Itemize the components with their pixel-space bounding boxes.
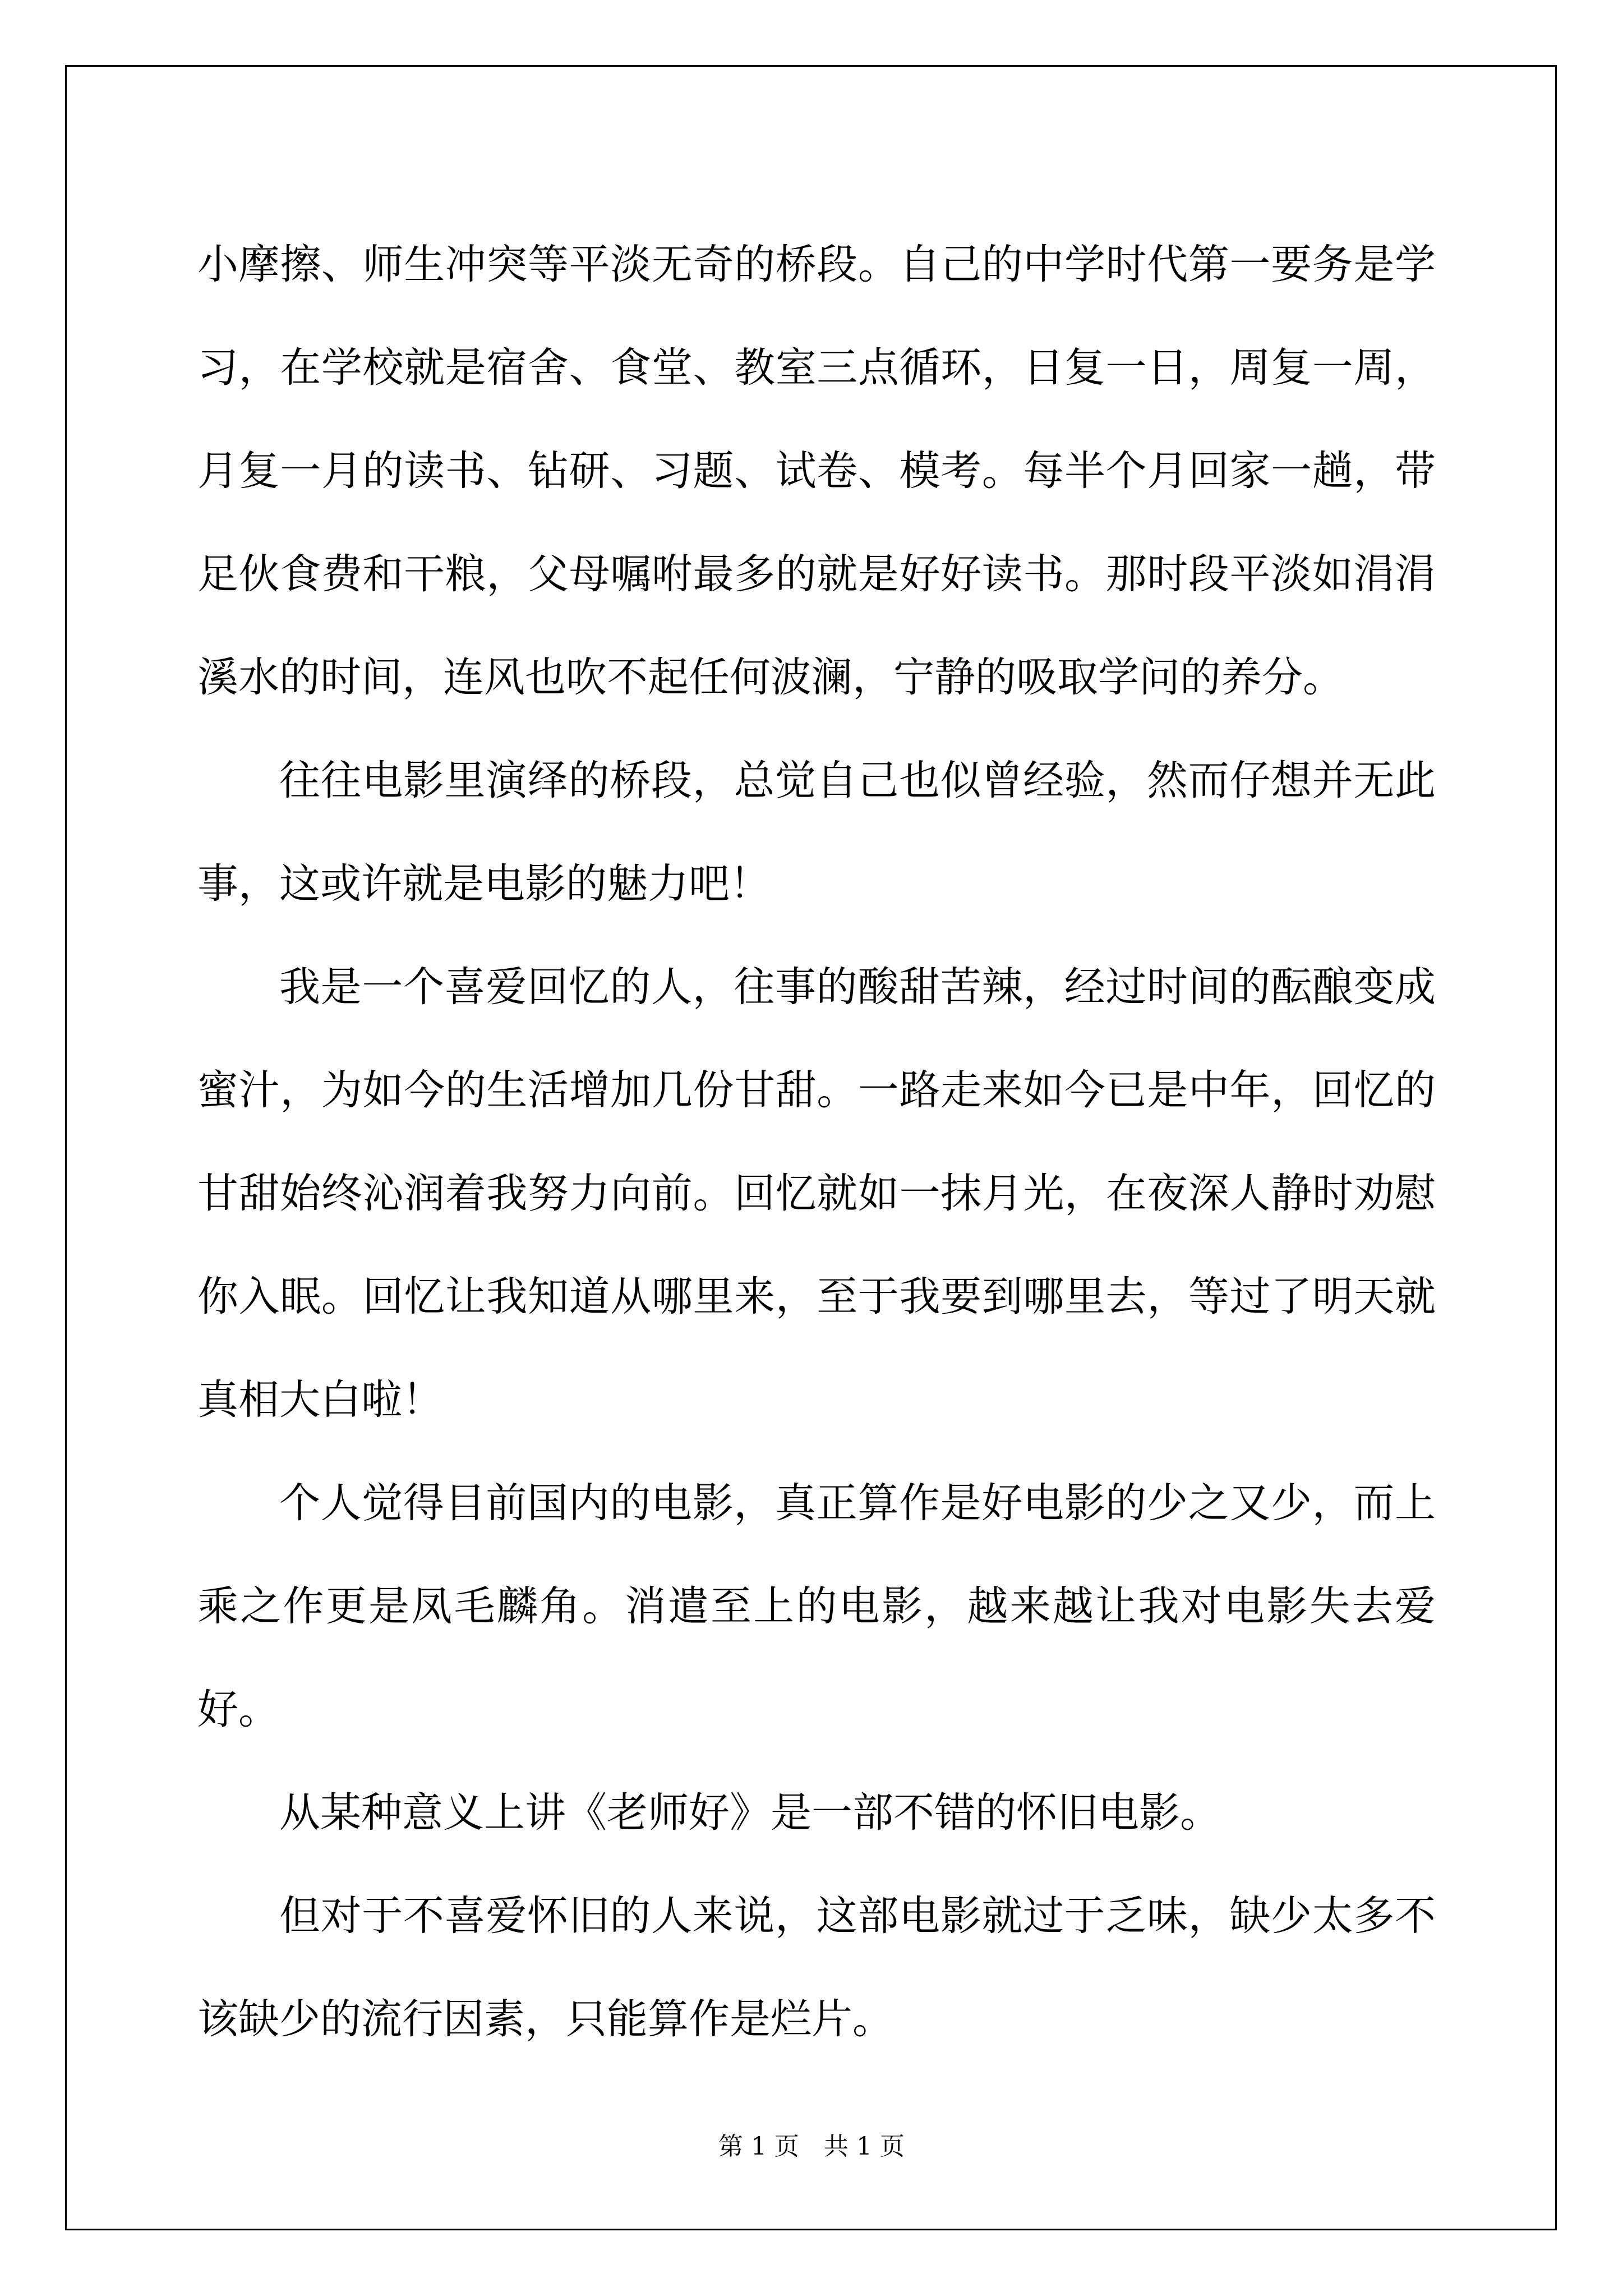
paragraph-continuation: 小摩擦、师生冲突等平淡无奇的桥段。自己的中学时代第一要务是学习，在学校就是宿舍、食堂、教室三点循环，日复一日，周复一周，月复一月的读书、钻研、习题、试卷、模考。每半个月回家一趟，带足伙食费和干粮，父母嘱咐最多的就是好好读书。那时段平淡如涓涓溪水的时间，连风也吹不起任何波澜，宁静的吸取学问的养分。: [197, 241, 1436, 701]
paragraph: 我是一个喜爱回忆的人，往事的酸甜苦辣，经过时间的酝酿变成蜜汁，为如今的生活增加几份甘甜。一路走来如今已是中年，回忆的甘甜始终沁润着我努力向前。回忆就如一抹月光，在夜深人静时劝慰你入眠。回忆让我知道从哪里来，至于我要到哪里去，等过了明天就真相大白啦！: [197, 963, 1436, 1424]
paragraph: 个人觉得目前国内的电影，真正算作是好电影的少之又少，而上乘之作更是凤毛麟角。消遣至上的电影，越来越让我对电影失去爱好。: [197, 1479, 1436, 1733]
paragraph: 从某种意义上讲《老师好》是一部不错的怀旧电影。: [279, 1789, 1221, 1837]
page-number-footer: 第 1 页 共 1 页: [718, 2132, 905, 2161]
paragraph: 往往电影里演绎的桥段，总觉自己也似曾经验，然而仔想并无此事，这或许就是电影的魅力吧！: [197, 757, 1436, 908]
document-body: [197, 213, 1436, 2071]
paragraph: 但对于不喜爱怀旧的人来说，这部电影就过于乏味，缺少太多不该缺少的流行因素，只能算作是烂片。: [197, 1892, 1436, 2043]
